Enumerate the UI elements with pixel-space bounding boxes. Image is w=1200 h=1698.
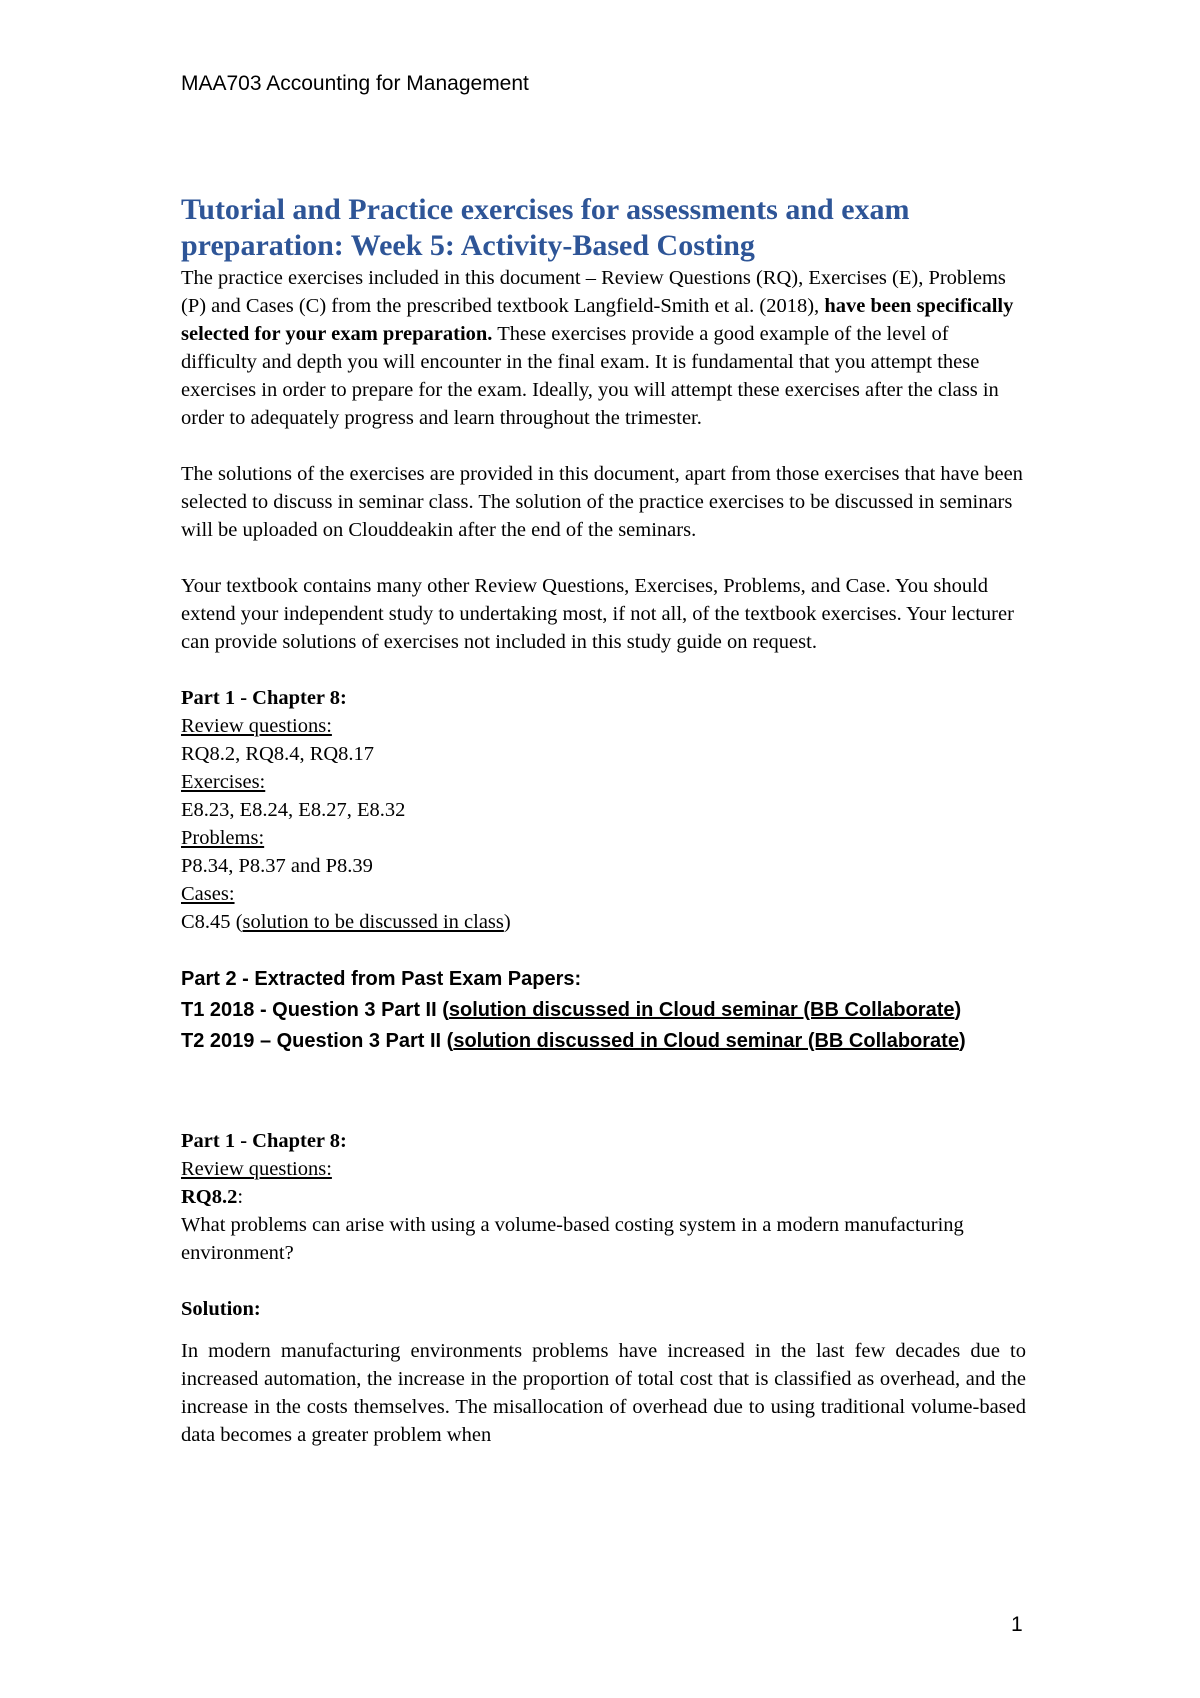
section-review-label: Review questions:: [181, 1158, 332, 1180]
page-number: 1: [1011, 1613, 1023, 1636]
intro-paragraph-2: The solutions of the exercises are provided in this document, apart from those exercises that have been selected to discuss in seminar class. The solution of the practice exercises to be discussed in seminars will be uploaded on Clouddeakin after the end of the seminars.: [181, 463, 1023, 541]
document-title: Tutorial and Practice exercises for assessments and exam preparation: Week 5: Activity-Based Costing: [181, 193, 910, 262]
intro-paragraph-3: Your textbook contains many other Review Questions, Exercises, Problems, and Case. You should extend your independent study to undertaking most, if not all, of the textbook exercises. Your lecturer can provide solutions of exercises not included in this study guide on request.: [181, 575, 1014, 653]
document-body: [181, 192, 1026, 1449]
cases-note: solution to be discussed in class: [242, 911, 504, 933]
solution-label: Solution:: [181, 1298, 261, 1320]
part1-heading: Part 1 - Chapter 8:: [181, 687, 347, 709]
review-questions-label: Review questions:: [181, 715, 332, 737]
exercises-label: Exercises:: [181, 771, 266, 793]
past-exam-note: solution discussed in Cloud seminar (BB Collaborate: [448, 999, 955, 1021]
document-header: MAA703 Accounting for Management: [181, 72, 529, 95]
intro-bold-text: have been specifically selected for your exam preparation.: [181, 295, 1014, 345]
section-heading: Part 1 - Chapter 8:: [181, 1130, 347, 1152]
question-text: What problems can arise with using a volume-based costing system in a modern manufacturing environment?: [181, 1214, 964, 1264]
past-exam-item: T1 2018 - Question 3 Part II (solution discussed in Cloud seminar (BB Collaborate): [181, 999, 962, 1021]
cases-label: Cases:: [181, 883, 235, 905]
cases-list: C8.45 (solution to be discussed in class): [181, 911, 511, 933]
question-id: RQ8.2:: [181, 1186, 244, 1208]
part2-heading: Part 2 - Extracted from Past Exam Papers:: [181, 968, 582, 990]
problems-label: Problems:: [181, 827, 265, 849]
solution-text: In modern manufacturing environments problems have increased in the last few decades due to increased automation, the increase in the proportion of total cost that is classified as overhead, and the increase in the costs themselves. The misallocation of overhead due to using traditional volume-based data becomes a greater problem when: [181, 1340, 1026, 1446]
review-questions-list: RQ8.2, RQ8.4, RQ8.17: [181, 743, 375, 765]
problems-list: P8.34, P8.37 and P8.39: [181, 855, 373, 877]
exercises-list: E8.23, E8.24, E8.27, E8.32: [181, 799, 406, 821]
intro-paragraph-1: The practice exercises included in this document – Review Questions (RQ), Exercises (E), Problems (P) and Cases (C) from the prescribed textbook Langfield-Smith et al. (2018), have been specifically selected for your exam preparation. These exercises provide a good example of the level of difficulty and depth you will encounter in the final exam. It is fundamental that you attempt these exercises in order to prepare for the exam. Ideally, you will attempt these exercises after the class in order to adequately progress and learn throughout the trimester.: [181, 267, 1014, 429]
past-exam-note: solution discussed in Cloud seminar (BB Collaborate: [453, 1030, 959, 1052]
past-exam-item: T2 2019 – Question 3 Part II (solution discussed in Cloud seminar (BB Collaborate): [181, 1030, 966, 1052]
